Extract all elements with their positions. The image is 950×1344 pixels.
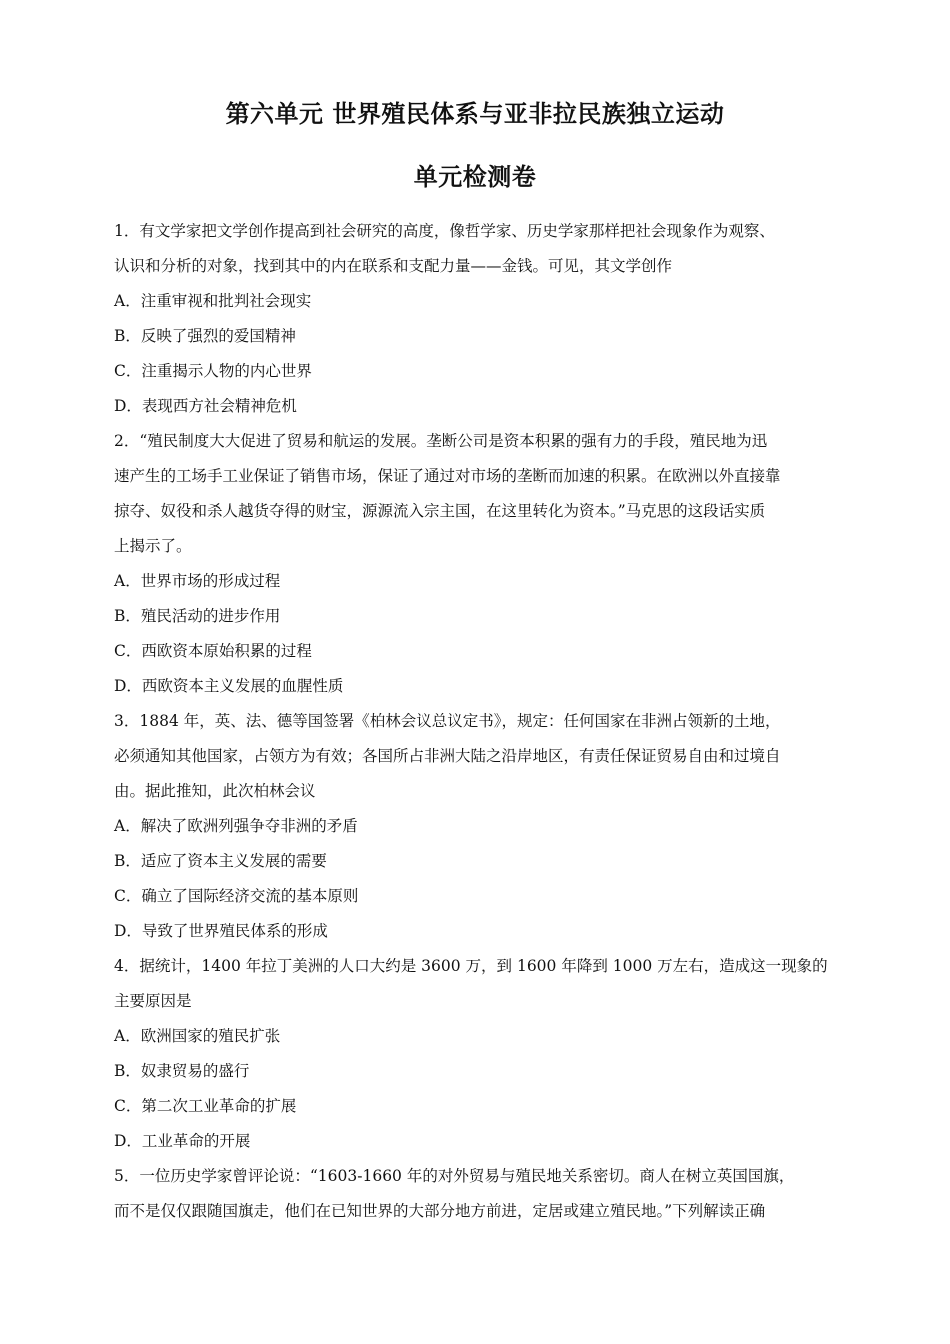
question-text-line: 4．据统计，1400 年拉丁美洲的人口大约是 3600 万，到 1600 年降到 1000 万左右，造成这一现象的	[114, 957, 828, 975]
question-list	[114, 214, 836, 1229]
answer-option: D．西欧资本主义发展的血腥性质	[114, 677, 344, 695]
page-subtitle: 单元检测卷	[413, 163, 537, 191]
question-text-line: 5．一位历史学家曾评论说：“1603-1660 年的对外贸易与殖民地关系密切。商人在树立英国国旗，	[114, 1167, 795, 1185]
answer-option: D．表现西方社会精神危机	[114, 397, 297, 415]
question-text-line: 而不是仅仅跟随国旗走，他们在已知世界的大部分地方前进，定居或建立殖民地。”下列解读正确	[114, 1202, 766, 1220]
question-text-line: 掠夺、奴役和杀人越货夺得的财宝，源源流入宗主国，在这里转化为资本。”马克思的这段话实质	[114, 502, 766, 520]
question-text-line: 速产生的工场手工业保证了销售市场，保证了通过对市场的垄断而加速的积累。在欧洲以外直接靠	[114, 467, 781, 485]
question-text-line: 1．有文学家把文学创作提高到社会研究的高度，像哲学家、历史学家那样把社会现象作为观察、	[114, 222, 775, 240]
answer-option: A．注重审视和批判社会现实	[114, 292, 312, 310]
answer-option: A．欧洲国家的殖民扩张	[114, 1027, 281, 1045]
question-text-line: 3．1884 年，英、法、德等国签署《柏林会议总议定书》，规定：任何国家在非洲占领新的土地，	[114, 712, 781, 730]
question-text-line: 由。据此推知，此次柏林会议	[114, 782, 316, 800]
answer-option: D．导致了世界殖民体系的形成	[114, 922, 328, 940]
page-title: 第六单元 世界殖民体系与亚非拉民族独立运动	[225, 100, 725, 128]
answer-option: C．西欧资本原始积累的过程	[114, 642, 312, 660]
answer-option: B．适应了资本主义发展的需要	[114, 852, 327, 870]
question-text-line: 上揭示了。	[114, 537, 192, 555]
answer-option: C．注重揭示人物的内心世界	[114, 362, 312, 380]
question-text-line: 2．“殖民制度大大促进了贸易和航运的发展。垄断公司是资本积累的强有力的手段，殖民地为迅	[114, 432, 768, 450]
answer-option: D．工业革命的开展	[114, 1132, 251, 1150]
question-text-line: 认识和分析的对象，找到其中的内在联系和支配力量——金钱。可见，其文学创作	[114, 257, 673, 275]
answer-option: C．确立了国际经济交流的基本原则	[114, 887, 359, 905]
answer-option: A．解决了欧洲列强争夺非洲的矛盾	[114, 817, 358, 835]
answer-option: A．世界市场的形成过程	[114, 572, 281, 590]
question-5	[114, 1159, 836, 1229]
answer-option: C．第二次工业革命的扩展	[114, 1097, 297, 1115]
question-text-line: 必须通知其他国家，占领方为有效；各国所占非洲大陆之沿岸地区，有责任保证贸易自由和过境自	[114, 747, 781, 765]
question-1	[114, 214, 836, 424]
question-text-line: 主要原因是	[114, 992, 192, 1010]
answer-option: B．反映了强烈的爱国精神	[114, 327, 296, 345]
question-4	[114, 949, 836, 1159]
question-2	[114, 424, 836, 704]
question-3	[114, 704, 836, 949]
answer-option: B．奴隶贸易的盛行	[114, 1062, 250, 1080]
answer-option: B．殖民活动的进步作用	[114, 607, 281, 625]
